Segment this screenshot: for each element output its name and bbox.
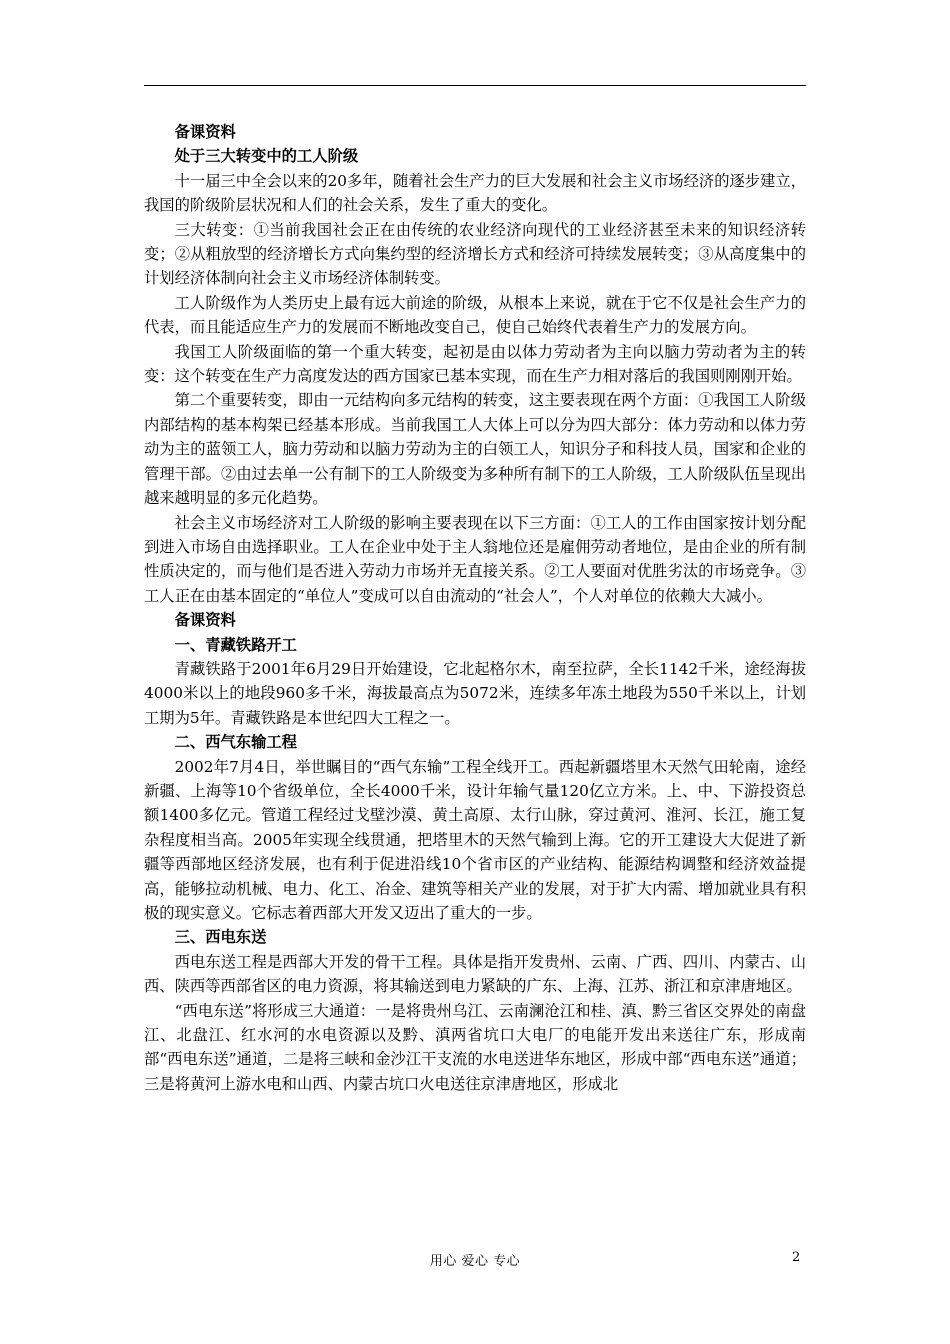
body-paragraph: 工人阶级作为人类历史上最有远大前途的阶级，从根本上来说，就在于它不仅是社会生产力的代表，而且能适应生产力的发展而不断地改变自己，使自己始终代表着生产力的发展方向。	[144, 293, 806, 337]
body-paragraph: 2002年7月4日，举世瞩目的“西气东输”工程全线开工。西起新疆塔里木天然气田轮南，途经新疆、上海等10个省级单位，全长4000千米，设计年输气量120亿立方米。上、中、下游投资总额1400多亿元。管道工程经过戈壁沙漠、黄土高原、太行山脉，穿过黄河、淮河、长江，施工复杂程度相当高。2005年实现全线贯通，把塔里木的天然气输到上海。它的开工建设大大促进了新疆等西部地区经济发展，也有利于促进沿线10个省市区的产业结构、能源结构调整和经济效益提高，能够拉动机械、电力、化工、冶金、建筑等相关产业的发展，对于扩大内需、增加就业具有积极的现实意义。它标志着西部大开发又迈出了重大的一步。	[144, 757, 806, 922]
body-paragraph: 我国工人阶级面临的第一个重大转变，起初是由以体力劳动者为主向以脑力劳动者为主的转变：这个转变在生产力高度发达的西方国家已基本实现，而在生产力相对落后的我国则刚刚开始。	[144, 342, 806, 386]
section-heading: 备课资料	[174, 123, 236, 141]
section-heading: 一、青藏铁路开工	[174, 635, 297, 654]
header-rule	[144, 85, 806, 86]
body-paragraph: 三大转变：①当前我国社会正在由传统的农业经济向现代的工业经济甚至未来的知识经济转变；②从粗放型的经济增长方式向集约型的经济增长方式和经济可持续发展转变；③从高度集中的计划经济体制向社会主义市场经济体制转变。	[144, 220, 806, 288]
section-heading: 备课资料	[174, 611, 236, 630]
body-paragraph: 社会主义市场经济对工人阶级的影响主要表现在以下三方面：①工人的工作由国家按计划分配到进入市场自由选择职业。工人在企业中处于主人翁地位还是雇佣劳动者地位，是由企业的所有制性质决定的，而与他们是否进入劳动力市场并无直接关系。②工人要面对优胜劣汰的市场竞争。③工人正在由基本固定的“单位人”变成可以自由流动的“社会人”，个人对单位的依赖大大减小。	[144, 513, 806, 605]
body-paragraph: “西电东送”将形成三大通道：一是将贵州乌江、云南澜沧江和桂、滇、黔三省区交界处的南盘江、北盘江、红水河的水电资源以及黔、滇两省坑口大电厂的电能开发出来送往广东，形成南部“西电东送”通道，二是将三峡和金沙江干支流的水电送进华东地区，形成中部“西电东送”通道；三是将黄河上游水电和山西、内蒙古坑口火电送往京津唐地区，形成北	[144, 1001, 806, 1093]
body-paragraph: 青藏铁路于2001年6月29日开始建设，它北起格尔木，南至拉萨，全长1142千米，途经海拔4000米以上的地段960多千米，海拔最高点为5072米，连续多年冻土地段为550千米以上，计划工期为5年。青藏铁路是本世纪四大工程之一。	[144, 659, 806, 727]
body-paragraph: 西电东送工程是西部大开发的骨干工程。具体是指开发贵州、云南、广西、四川、内蒙古、山西、陕西等西部省区的电力资源，将其输送到电力紧缺的广东、上海、江苏、浙江和京津唐地区。	[144, 952, 806, 996]
document-body	[144, 120, 806, 1096]
page-number: 2	[792, 1250, 801, 1265]
footer-motto: 用心 爱心 专心	[429, 1254, 521, 1269]
section-heading: 二、西气东输工程	[174, 733, 297, 752]
body-paragraph: 第二个重要转变，即由一元结构向多元结构的转变，这主要表现在两个方面：①我国工人阶级内部结构的基本构架已经基本形成。当前我国工人大体上可以分为四大部分：体力劳动和以体力劳动为主的蓝领工人，脑力劳动和以脑力劳动为主的白领工人，知识分子和科技人员，国家和企业的管理干部。②由过去单一公有制下的工人阶级变为多种所有制下的工人阶级，工人阶级队伍呈现出越来越明显的多元化趋势。	[144, 391, 806, 508]
section-heading: 三、西电东送	[174, 928, 267, 947]
section-heading: 处于三大转变中的工人阶级	[174, 147, 359, 166]
body-paragraph: 十一届三中全会以来的20多年，随着社会生产力的巨大发展和社会主义市场经济的逐步建立，我国的阶级阶层状况和人们的社会关系，发生了重大的变化。	[144, 171, 806, 215]
